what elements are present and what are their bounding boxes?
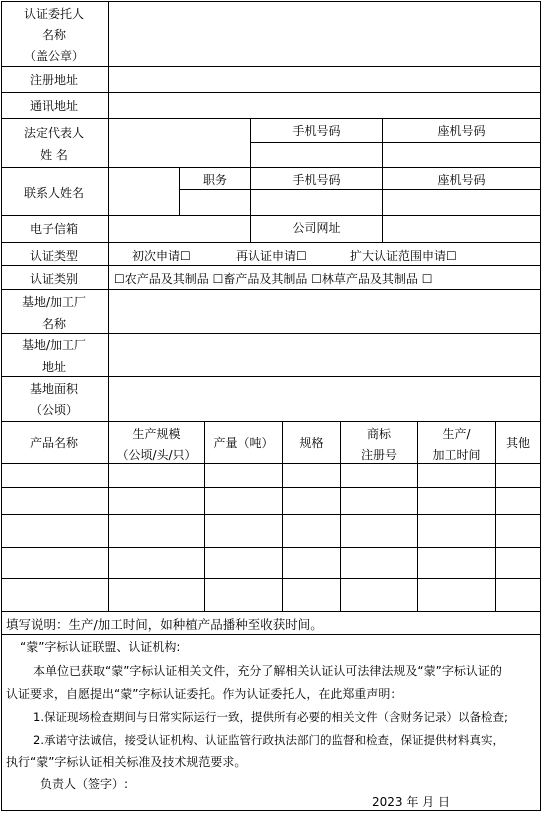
product-table-cell[interactable] [2,579,108,611]
label-base-name-line1: 基地/加工厂 [21,295,87,309]
product-table-cell[interactable] [418,464,495,487]
declaration-addressee: “蒙”字标认证联盟、认证机构: [20,640,181,654]
product-table-cell[interactable] [283,488,340,514]
label-applicant-line1: 认证委托人 [23,7,84,21]
contact-name-field[interactable] [109,168,179,214]
product-table-cell[interactable] [109,488,204,514]
label-website: 公司网址 [292,221,341,235]
product-table-cell[interactable] [2,488,108,514]
product-table-cell[interactable] [418,548,495,578]
email-field[interactable] [109,216,250,242]
product-table-cell[interactable] [418,488,495,514]
col-time-line1: 生产/ [442,427,471,441]
position-field[interactable] [180,190,250,214]
label-base-address-line1: 基地/加工厂 [21,338,87,352]
product-table-cell[interactable] [496,464,540,487]
label-reg-address: 注册地址 [29,73,78,87]
product-table-cell[interactable] [205,488,282,514]
product-table-cell[interactable] [205,515,282,547]
label-cert-category: 认证类别 [29,272,78,286]
declaration-item1: 1.保证现场检查期间与日常实际运行一致，提供所有必要的相关文件（含财务记录）以备检查; [33,710,508,724]
product-table-cell[interactable] [418,515,495,547]
product-table-cell[interactable] [496,579,540,611]
declaration-p1-line1: 本单位已获取“蒙”字标认证相关文件，充分了解相关认证认可法律法规及“蒙”字标认证的 [33,664,502,678]
col-scale-line2: （公顷/头/只） [116,448,197,462]
grid-line-vertical [540,1,541,811]
base-address-field[interactable] [109,334,540,376]
grid-line-horizontal [1,810,541,811]
label-position: 职务 [202,173,227,187]
reg-address-field[interactable] [109,67,540,92]
product-table-cell[interactable] [2,515,108,547]
contact-landline-field[interactable] [383,190,540,214]
product-table-cell[interactable] [2,548,108,578]
label-contact-name: 联系人姓名 [23,186,84,200]
grid-line-horizontal [1,611,541,612]
col-trademark-line1: 商标 [366,427,391,441]
label-base-address-line2: 地址 [41,360,66,374]
legal-rep-landline-field[interactable] [383,143,540,166]
label-base-area-line2: （公顷） [29,403,78,417]
product-table-cell[interactable] [341,464,417,487]
website-field[interactable] [383,216,540,242]
label-legal-rep-landline: 座机号码 [437,124,486,138]
product-table-cell[interactable] [418,579,495,611]
grid-line-horizontal [1,265,541,266]
grid-line-horizontal [1,242,541,243]
product-table-cell[interactable] [496,488,540,514]
product-table-cell[interactable] [283,548,340,578]
label-cert-type: 认证类型 [29,249,78,263]
label-legal-rep-mobile: 手机号码 [292,124,341,138]
cert-type-renew-checkbox[interactable]: 再认证申请☐ [236,249,307,263]
product-table-cell[interactable] [496,548,540,578]
cert-category-options[interactable]: ☐农产品及其制品 ☐畜产品及其制品 ☐林草产品及其制品 ☐ [114,272,433,286]
product-table-cell[interactable] [341,515,417,547]
label-applicant-line2: 名称 [41,28,66,42]
declaration-item2-line1: 2.承诺守法诚信，接受认证机构、认证监管行政执法部门的监督和检查，保证提供材料真实， [33,733,504,747]
base-area-field[interactable] [109,377,540,421]
declaration-item2-line2: 执行“蒙”字标认证相关标准及技术规范要求。 [6,755,247,769]
col-scale-line1: 生产规模 [132,427,181,441]
col-output: 产量（吨） [213,436,274,450]
grid-line-horizontal [1,118,541,119]
label-email: 电子信箱 [29,222,78,236]
cert-type-expand-checkbox[interactable]: 扩大认证范围申请☐ [350,249,457,263]
grid-line-horizontal [1,167,541,168]
col-other: 其他 [505,436,530,450]
product-table-cell[interactable] [109,548,204,578]
label-base-name-line2: 名称 [41,317,66,331]
grid-line-horizontal [1,634,541,635]
signer-label: 负责人（签字）: [40,777,129,791]
col-product-name: 产品名称 [29,436,78,450]
product-table-cell[interactable] [341,548,417,578]
product-table-cell[interactable] [2,464,108,487]
contact-mobile-field[interactable] [251,190,382,214]
product-table-cell[interactable] [109,464,204,487]
grid-line-horizontal [1,421,541,422]
product-table-cell[interactable] [283,579,340,611]
base-name-field[interactable] [109,290,540,333]
label-base-area-line1: 基地面积 [29,382,78,396]
label-contact-landline: 座机号码 [437,173,486,187]
label-legal-rep-line1: 法定代表人 [23,126,84,140]
col-spec: 规格 [299,436,324,450]
label-applicant-line3: （盖公章） [23,49,84,63]
legal-rep-mobile-field[interactable] [251,143,382,166]
applicant-name-field[interactable] [109,2,540,66]
signature-field[interactable] [140,773,340,793]
label-legal-rep-line2: 姓 名 [40,148,68,162]
product-table-cell[interactable] [283,515,340,547]
label-mail-address: 通讯地址 [29,99,78,113]
declaration-date: 2023 年 月 日 [372,795,450,809]
legal-rep-name-field[interactable] [109,120,250,166]
product-table-cell[interactable] [109,515,204,547]
product-table-cell[interactable] [341,488,417,514]
mail-address-field[interactable] [109,93,540,118]
product-table-cell[interactable] [205,464,282,487]
product-table-cell[interactable] [109,579,204,611]
fill-instruction-note: 填写说明：生产/加工时间，如种植产品播种至收获时间。 [6,617,323,632]
product-table-cell[interactable] [205,579,282,611]
product-table-cell[interactable] [341,579,417,611]
product-table-cell[interactable] [205,548,282,578]
cert-type-initial-checkbox[interactable]: 初次申请☐ [132,249,191,263]
col-time-line2: 加工时间 [432,448,481,462]
product-table-cell[interactable] [496,515,540,547]
label-contact-mobile: 手机号码 [292,173,341,187]
product-table-cell[interactable] [283,464,340,487]
col-trademark-line2: 注册号 [360,448,397,462]
declaration-p1-line2: 认证要求，自愿提出“蒙”字标认证委托。作为认证委托人，在此郑重声明： [6,687,403,701]
